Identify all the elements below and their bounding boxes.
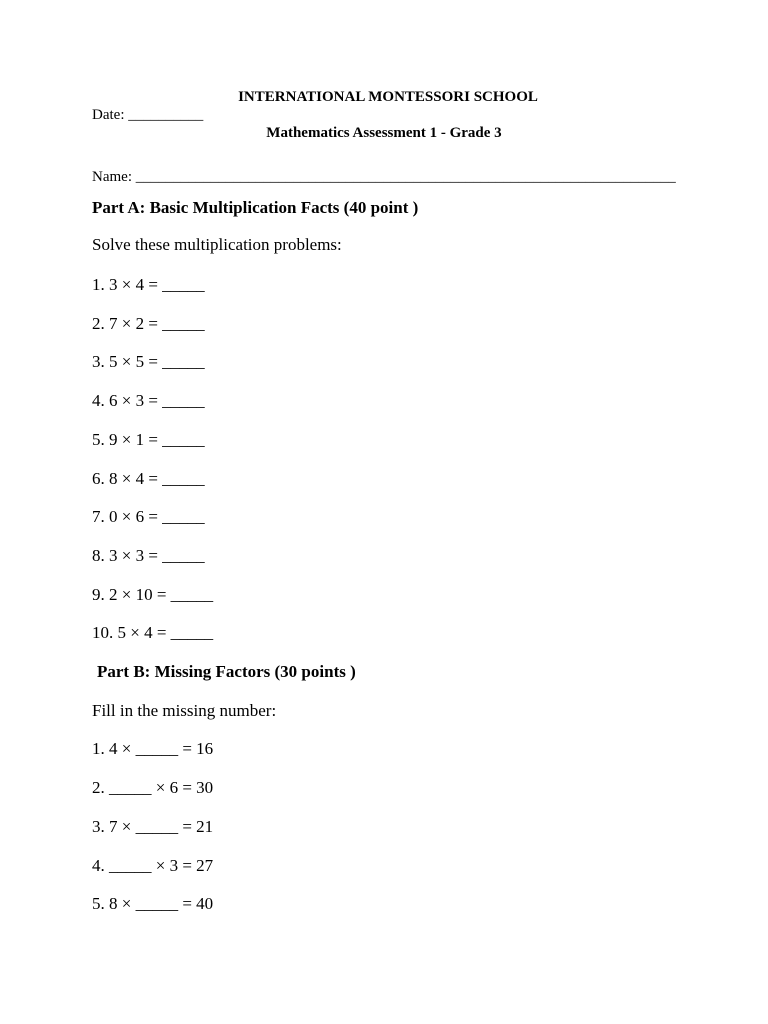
part-b-problem-1: 1. 4 × _____ = 16 [92, 739, 214, 758]
part-a-problem-2: 2. 7 × 2 = _____ [92, 314, 205, 333]
part-a-instruction: Solve these multiplication problems: [92, 235, 342, 254]
part-a-problem-10: 10. 5 × 4 = _____ [92, 623, 214, 642]
name-field: Name: ________________________________________________________________________ [92, 169, 676, 185]
part-a-problem-3: 3. 5 × 5 = _____ [92, 352, 205, 371]
part-a-heading: Part A: Basic Multiplication Facts (40 point ) [92, 198, 419, 217]
part-b-problem-5: 5. 8 × _____ = 40 [92, 894, 214, 913]
part-b-heading: Part B: Missing Factors (30 points ) [97, 662, 356, 681]
part-a-problem-9: 9. 2 × 10 = _____ [92, 585, 214, 604]
part-b-instruction: Fill in the missing number: [92, 701, 277, 720]
part-a-problem-6: 6. 8 × 4 = _____ [92, 469, 205, 488]
part-b-problem-3: 3. 7 × _____ = 21 [92, 817, 214, 836]
part-b-problem-4: 4. _____ × 3 = 27 [92, 856, 214, 875]
part-b-problem-2: 2. _____ × 6 = 30 [92, 778, 214, 797]
part-a-problem-4: 4. 6 × 3 = _____ [92, 391, 205, 410]
assessment-title: Mathematics Assessment 1 - Grade 3 [266, 125, 502, 141]
part-a-problem-7: 7. 0 × 6 = _____ [92, 507, 205, 526]
part-a-problem-1: 1. 3 × 4 = _____ [92, 275, 205, 294]
date-field: Date: __________ [92, 107, 204, 123]
school-name: INTERNATIONAL MONTESSORI SCHOOL [238, 89, 538, 105]
part-a-problem-5: 5. 9 × 1 = _____ [92, 430, 205, 449]
part-a-problem-8: 8. 3 × 3 = _____ [92, 546, 205, 565]
